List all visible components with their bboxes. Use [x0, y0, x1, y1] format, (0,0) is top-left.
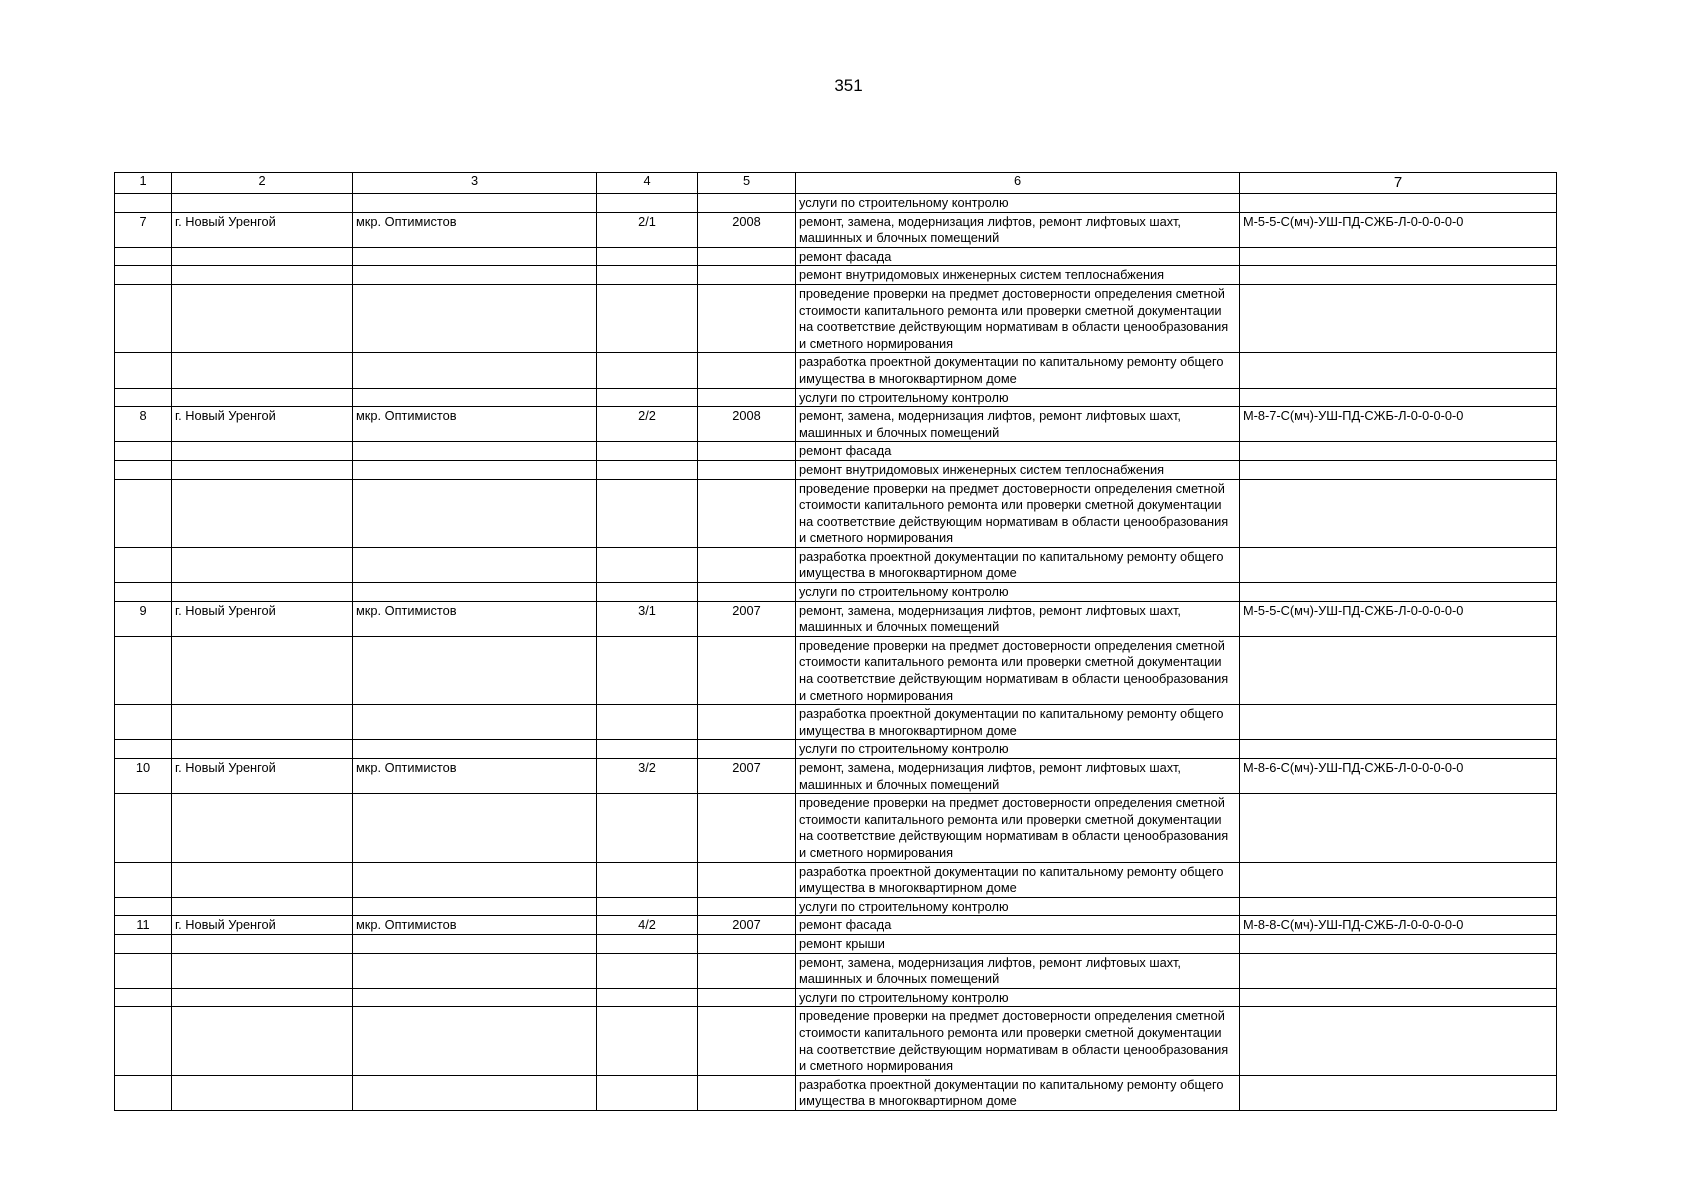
- work-type-cell: ремонт, замена, модернизация лифтов, ремонт лифтовых шахт, машинных и блочных помещений: [796, 212, 1240, 247]
- district-cell: [353, 266, 597, 285]
- house-number-cell: 3/2: [597, 759, 698, 794]
- row-number-cell: [115, 442, 172, 461]
- work-type-cell: разработка проектной документации по капитальному ремонту общего имущества в многоквартирном доме: [796, 1075, 1240, 1110]
- house-code-cell: [1240, 988, 1557, 1007]
- row-number-cell: [115, 1075, 172, 1110]
- year-cell: [698, 353, 796, 388]
- work-type-cell: проведение проверки на предмет достоверности определения сметной стоимости капитального ремонта или проверки сметной документации на соответствие действующим нормативам в области ценообразования и сметного нормирования: [796, 636, 1240, 704]
- house-code-cell: [1240, 353, 1557, 388]
- house-code-cell: [1240, 266, 1557, 285]
- year-cell: [698, 479, 796, 547]
- table-row: [115, 740, 1557, 759]
- house-code-cell: [1240, 705, 1557, 740]
- house-number-cell: [597, 934, 698, 953]
- city-cell: [172, 583, 353, 602]
- table-row: [115, 916, 1557, 935]
- year-cell: [698, 953, 796, 988]
- city-cell: [172, 636, 353, 704]
- table-row: [115, 934, 1557, 953]
- work-type-cell: проведение проверки на предмет достоверности определения сметной стоимости капитального ремонта или проверки сметной документации на соответствие действующим нормативам в области ценообразования и сметного нормирования: [796, 479, 1240, 547]
- house-number-cell: [597, 547, 698, 582]
- house-number-cell: [597, 442, 698, 461]
- table-row: [115, 1007, 1557, 1075]
- city-cell: [172, 442, 353, 461]
- city-cell: [172, 353, 353, 388]
- table-row: [115, 601, 1557, 636]
- city-cell: [172, 547, 353, 582]
- house-code-cell: [1240, 194, 1557, 213]
- row-number-cell: [115, 1007, 172, 1075]
- house-number-cell: [597, 740, 698, 759]
- district-cell: [353, 636, 597, 704]
- house-code-cell: М-8-7-С(мч)-УШ-ПД-СЖБ-Л-0-0-0-0-0: [1240, 407, 1557, 442]
- column-header: 1: [115, 173, 172, 194]
- house-code-cell: [1240, 1075, 1557, 1110]
- year-cell: 2007: [698, 601, 796, 636]
- city-cell: г. Новый Уренгой: [172, 759, 353, 794]
- city-cell: г. Новый Уренгой: [172, 916, 353, 935]
- district-cell: [353, 247, 597, 266]
- table-row: [115, 583, 1557, 602]
- row-number-cell: [115, 388, 172, 407]
- table-row: [115, 1075, 1557, 1110]
- row-number-cell: [115, 194, 172, 213]
- table-row: [115, 247, 1557, 266]
- work-type-cell: проведение проверки на предмет достоверности определения сметной стоимости капитального ремонта или проверки сметной документации на соответствие действующим нормативам в области ценообразования и сметного нормирования: [796, 794, 1240, 862]
- year-cell: 2007: [698, 759, 796, 794]
- house-number-cell: [597, 479, 698, 547]
- city-cell: [172, 460, 353, 479]
- table-row: [115, 988, 1557, 1007]
- district-cell: мкр. Оптимистов: [353, 916, 597, 935]
- row-number-cell: [115, 583, 172, 602]
- row-number-cell: [115, 934, 172, 953]
- house-number-cell: [597, 460, 698, 479]
- city-cell: [172, 479, 353, 547]
- house-number-cell: 2/2: [597, 407, 698, 442]
- district-cell: [353, 953, 597, 988]
- table-row: [115, 705, 1557, 740]
- city-cell: [172, 740, 353, 759]
- column-header: 2: [172, 173, 353, 194]
- page-number: 351: [834, 76, 863, 95]
- city-cell: [172, 284, 353, 352]
- work-type-cell: ремонт фасада: [796, 442, 1240, 461]
- district-cell: [353, 705, 597, 740]
- column-header: 4: [597, 173, 698, 194]
- city-cell: [172, 862, 353, 897]
- year-cell: [698, 705, 796, 740]
- row-number-cell: [115, 740, 172, 759]
- work-type-cell: ремонт, замена, модернизация лифтов, ремонт лифтовых шахт, машинных и блочных помещений: [796, 759, 1240, 794]
- house-number-cell: [597, 1075, 698, 1110]
- district-cell: [353, 460, 597, 479]
- district-cell: [353, 794, 597, 862]
- row-number-cell: [115, 794, 172, 862]
- year-cell: [698, 897, 796, 916]
- year-cell: [698, 862, 796, 897]
- work-type-cell: ремонт, замена, модернизация лифтов, ремонт лифтовых шахт, машинных и блочных помещений: [796, 601, 1240, 636]
- table-row: [115, 460, 1557, 479]
- house-number-cell: 3/1: [597, 601, 698, 636]
- house-number-cell: [597, 353, 698, 388]
- house-code-cell: [1240, 547, 1557, 582]
- table-row: [115, 407, 1557, 442]
- row-number-cell: [115, 247, 172, 266]
- district-cell: [353, 1007, 597, 1075]
- district-cell: мкр. Оптимистов: [353, 759, 597, 794]
- year-cell: [698, 740, 796, 759]
- city-cell: [172, 194, 353, 213]
- year-cell: [698, 988, 796, 1007]
- column-header: 3: [353, 173, 597, 194]
- house-number-cell: 4/2: [597, 916, 698, 935]
- work-type-cell: услуги по строительному контролю: [796, 583, 1240, 602]
- house-code-cell: [1240, 636, 1557, 704]
- house-code-cell: [1240, 284, 1557, 352]
- house-code-cell: [1240, 862, 1557, 897]
- house-code-cell: [1240, 740, 1557, 759]
- row-number-cell: 8: [115, 407, 172, 442]
- column-header: 7: [1240, 173, 1557, 194]
- row-number-cell: 7: [115, 212, 172, 247]
- district-cell: [353, 479, 597, 547]
- district-cell: [353, 194, 597, 213]
- district-cell: [353, 583, 597, 602]
- table-row: [115, 194, 1557, 213]
- district-cell: [353, 388, 597, 407]
- year-cell: [698, 794, 796, 862]
- row-number-cell: [115, 897, 172, 916]
- work-type-cell: ремонт, замена, модернизация лифтов, ремонт лифтовых шахт, машинных и блочных помещений: [796, 953, 1240, 988]
- table-row: [115, 862, 1557, 897]
- district-cell: [353, 442, 597, 461]
- house-code-cell: [1240, 442, 1557, 461]
- table-row: [115, 353, 1557, 388]
- works-table: [114, 172, 1557, 1111]
- table-row: [115, 953, 1557, 988]
- house-number-cell: [597, 1007, 698, 1075]
- work-type-cell: ремонт, замена, модернизация лифтов, ремонт лифтовых шахт, машинных и блочных помещений: [796, 407, 1240, 442]
- city-cell: [172, 247, 353, 266]
- year-cell: [698, 266, 796, 285]
- row-number-cell: [115, 353, 172, 388]
- year-cell: [698, 1007, 796, 1075]
- year-cell: [698, 442, 796, 461]
- city-cell: [172, 266, 353, 285]
- house-code-cell: М-5-5-С(мч)-УШ-ПД-СЖБ-Л-0-0-0-0-0: [1240, 601, 1557, 636]
- house-code-cell: [1240, 953, 1557, 988]
- column-header: 5: [698, 173, 796, 194]
- house-code-cell: [1240, 479, 1557, 547]
- district-cell: мкр. Оптимистов: [353, 601, 597, 636]
- work-type-cell: услуги по строительному контролю: [796, 988, 1240, 1007]
- year-cell: 2007: [698, 916, 796, 935]
- house-code-cell: [1240, 388, 1557, 407]
- work-type-cell: разработка проектной документации по капитальному ремонту общего имущества в многоквартирном доме: [796, 547, 1240, 582]
- work-type-cell: ремонт фасада: [796, 247, 1240, 266]
- year-cell: [698, 284, 796, 352]
- row-number-cell: 11: [115, 916, 172, 935]
- table-row: [115, 266, 1557, 285]
- house-number-cell: [597, 636, 698, 704]
- year-cell: [698, 636, 796, 704]
- house-code-cell: М-8-6-С(мч)-УШ-ПД-СЖБ-Л-0-0-0-0-0: [1240, 759, 1557, 794]
- city-cell: [172, 934, 353, 953]
- city-cell: [172, 897, 353, 916]
- work-type-cell: разработка проектной документации по капитальному ремонту общего имущества в многоквартирном доме: [796, 862, 1240, 897]
- work-type-cell: ремонт крыши: [796, 934, 1240, 953]
- city-cell: [172, 953, 353, 988]
- city-cell: [172, 988, 353, 1007]
- house-code-cell: М-8-8-С(мч)-УШ-ПД-СЖБ-Л-0-0-0-0-0: [1240, 916, 1557, 935]
- table-row: [115, 284, 1557, 352]
- city-cell: [172, 794, 353, 862]
- row-number-cell: [115, 460, 172, 479]
- row-number-cell: [115, 862, 172, 897]
- row-number-cell: [115, 479, 172, 547]
- table-header-row: [115, 173, 1557, 194]
- year-cell: [698, 388, 796, 407]
- year-cell: 2008: [698, 407, 796, 442]
- district-cell: [353, 353, 597, 388]
- work-type-cell: услуги по строительному контролю: [796, 740, 1240, 759]
- table-row: [115, 759, 1557, 794]
- house-number-cell: [597, 388, 698, 407]
- district-cell: [353, 740, 597, 759]
- house-number-cell: 2/1: [597, 212, 698, 247]
- year-cell: [698, 934, 796, 953]
- work-type-cell: проведение проверки на предмет достоверности определения сметной стоимости капитального ремонта или проверки сметной документации на соответствие действующим нормативам в области ценообразования и сметного нормирования: [796, 1007, 1240, 1075]
- house-number-cell: [597, 266, 698, 285]
- house-number-cell: [597, 194, 698, 213]
- row-number-cell: [115, 988, 172, 1007]
- district-cell: [353, 1075, 597, 1110]
- work-type-cell: разработка проектной документации по капитальному ремонту общего имущества в многоквартирном доме: [796, 353, 1240, 388]
- district-cell: [353, 988, 597, 1007]
- city-cell: [172, 705, 353, 740]
- table-row: [115, 388, 1557, 407]
- house-number-cell: [597, 794, 698, 862]
- house-code-cell: [1240, 247, 1557, 266]
- house-code-cell: [1240, 1007, 1557, 1075]
- column-header: 6: [796, 173, 1240, 194]
- table-row: [115, 442, 1557, 461]
- district-cell: [353, 897, 597, 916]
- work-type-cell: ремонт внутридомовых инженерных систем теплоснабжения: [796, 266, 1240, 285]
- city-cell: г. Новый Уренгой: [172, 212, 353, 247]
- work-type-cell: проведение проверки на предмет достоверности определения сметной стоимости капитального ремонта или проверки сметной документации на соответствие действующим нормативам в области ценообразования и сметного нормирования: [796, 284, 1240, 352]
- year-cell: [698, 460, 796, 479]
- house-code-cell: [1240, 583, 1557, 602]
- row-number-cell: [115, 953, 172, 988]
- city-cell: г. Новый Уренгой: [172, 601, 353, 636]
- table-row: [115, 897, 1557, 916]
- work-type-cell: разработка проектной документации по капитальному ремонту общего имущества в многоквартирном доме: [796, 705, 1240, 740]
- house-number-cell: [597, 953, 698, 988]
- house-number-cell: [597, 988, 698, 1007]
- district-cell: мкр. Оптимистов: [353, 407, 597, 442]
- row-number-cell: [115, 266, 172, 285]
- year-cell: [698, 194, 796, 213]
- house-code-cell: [1240, 897, 1557, 916]
- year-cell: [698, 247, 796, 266]
- table-row: [115, 212, 1557, 247]
- year-cell: [698, 583, 796, 602]
- district-cell: [353, 547, 597, 582]
- row-number-cell: [115, 284, 172, 352]
- row-number-cell: [115, 705, 172, 740]
- city-cell: [172, 1075, 353, 1110]
- row-number-cell: 9: [115, 601, 172, 636]
- table-row: [115, 547, 1557, 582]
- house-code-cell: [1240, 934, 1557, 953]
- table-row: [115, 794, 1557, 862]
- district-cell: [353, 934, 597, 953]
- house-code-cell: [1240, 794, 1557, 862]
- house-number-cell: [597, 583, 698, 602]
- row-number-cell: [115, 636, 172, 704]
- work-type-cell: услуги по строительному контролю: [796, 388, 1240, 407]
- row-number-cell: [115, 547, 172, 582]
- house-number-cell: [597, 897, 698, 916]
- work-type-cell: услуги по строительному контролю: [796, 897, 1240, 916]
- city-cell: [172, 388, 353, 407]
- city-cell: [172, 1007, 353, 1075]
- house-number-cell: [597, 247, 698, 266]
- year-cell: [698, 547, 796, 582]
- city-cell: г. Новый Уренгой: [172, 407, 353, 442]
- house-code-cell: [1240, 460, 1557, 479]
- house-code-cell: М-5-5-С(мч)-УШ-ПД-СЖБ-Л-0-0-0-0-0: [1240, 212, 1557, 247]
- district-cell: [353, 862, 597, 897]
- house-number-cell: [597, 705, 698, 740]
- work-type-cell: услуги по строительному контролю: [796, 194, 1240, 213]
- table-row: [115, 479, 1557, 547]
- district-cell: [353, 284, 597, 352]
- table-row: [115, 636, 1557, 704]
- house-number-cell: [597, 862, 698, 897]
- work-type-cell: ремонт внутридомовых инженерных систем теплоснабжения: [796, 460, 1240, 479]
- year-cell: [698, 1075, 796, 1110]
- district-cell: мкр. Оптимистов: [353, 212, 597, 247]
- year-cell: 2008: [698, 212, 796, 247]
- row-number-cell: 10: [115, 759, 172, 794]
- house-number-cell: [597, 284, 698, 352]
- work-type-cell: ремонт фасада: [796, 916, 1240, 935]
